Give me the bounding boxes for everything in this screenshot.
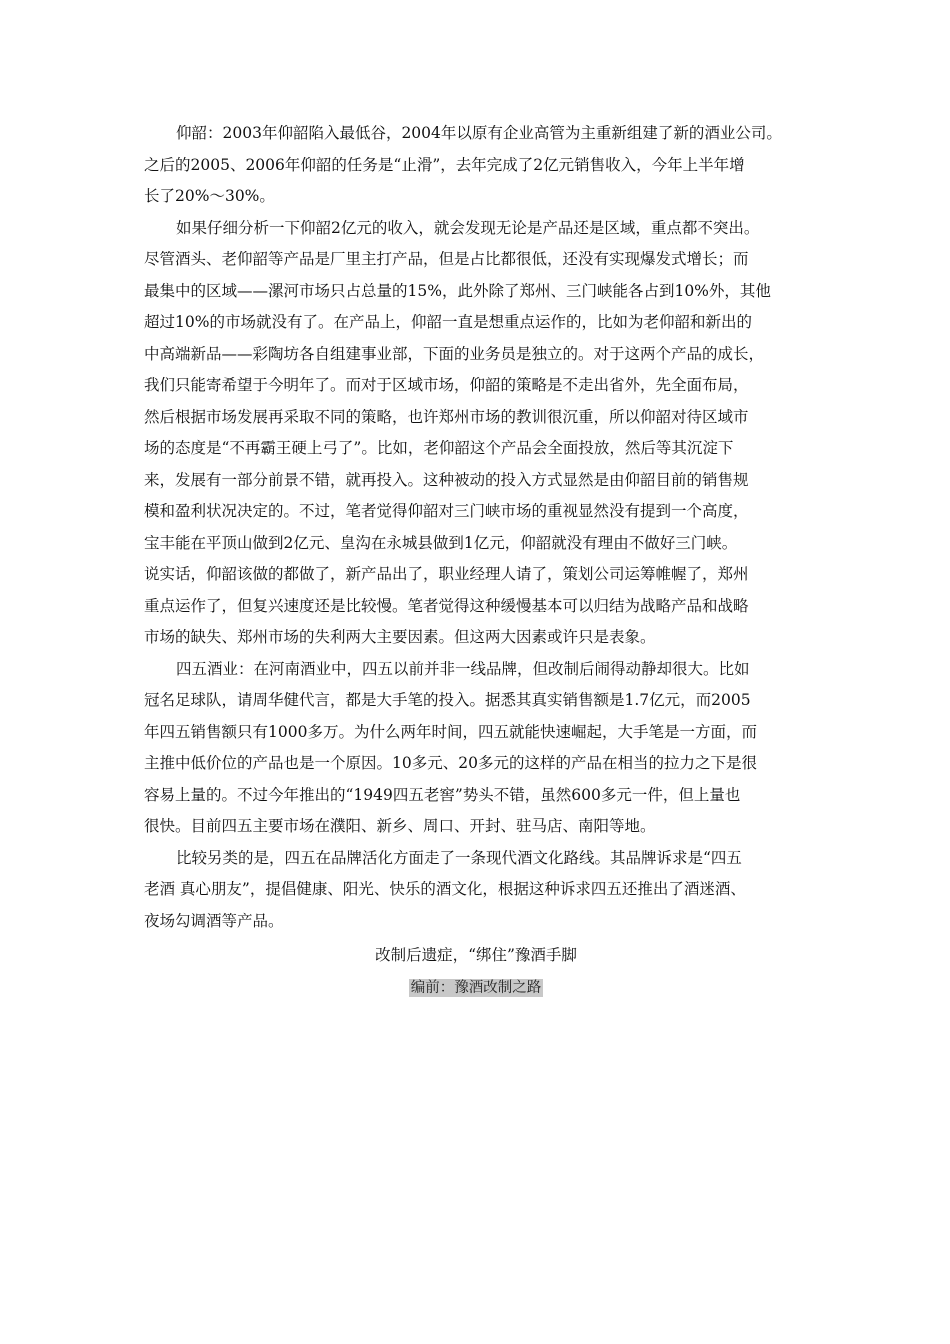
text-line: 市场的缺失、郑州市场的失利两大主要因素。但这两大因素或许只是表象。 bbox=[144, 628, 656, 646]
text-line: 老酒 真心朋友”，提倡健康、阳光、快乐的酒文化，根据这种诉求四五还推出了酒迷酒、 bbox=[144, 880, 746, 898]
text-line: 很快。目前四五主要市场在濮阳、新乡、周口、开封、驻马店、南阳等地。 bbox=[144, 817, 656, 835]
editor-note: 编前：豫酒改制之路 bbox=[410, 979, 542, 996]
text-line: 模和盈利状况决定的。不过，笔者觉得仰韶对三门峡市场的重视显然没有提到一个高度， bbox=[144, 502, 749, 520]
text-line: 中高端新品——彩陶坊各自组建事业部，下面的业务员是独立的。对于这两个产品的成长， bbox=[144, 344, 765, 363]
text-line: 冠名足球队，请周华健代言，都是大手笔的投入。据悉其真实销售额是1.7亿元，而2005 bbox=[144, 691, 751, 709]
text-line: 尽管酒头、老仰韶等产品是厂里主打产品，但是占比都很低，还没有实现爆发式增长；而 bbox=[144, 250, 749, 268]
text-line: 场的态度是“不再霸王硬上弓了”。比如，老仰韶这个产品会全面投放，然后等其沉淀下 bbox=[144, 439, 734, 457]
text-line: 长了20%～30%。 bbox=[144, 187, 275, 205]
text-line: 说实话，仰韶该做的都做了，新产品出了，职业经理人请了，策划公司运筹帷幄了，郑州 bbox=[144, 565, 749, 583]
text-line: 之后的2005、2006年仰韶的任务是“止滑”，去年完成了2亿元销售收入，今年上半年增 bbox=[144, 155, 745, 174]
text-line: 宝丰能在平顶山做到2亿元、皇沟在永城县做到1亿元，仰韶就没有理由不做好三门峡。 bbox=[144, 533, 738, 552]
article-body bbox=[144, 118, 808, 1003]
text-line: 我们只能寄希望于今明年了。而对于区域市场，仰韶的策略是不走出省外，先全面布局， bbox=[144, 376, 749, 394]
text-line: 四五酒业：在河南酒业中，四五以前并非一线品牌，但改制后闹得动静却很大。比如 bbox=[176, 659, 750, 678]
text-line: 重点运作了，但复兴速度还是比较慢。笔者觉得这种缓慢基本可以归结为战略产品和战略 bbox=[144, 596, 749, 615]
editor-note-container bbox=[144, 972, 808, 1003]
text-line: 如果仔细分析一下仰韶2亿元的收入，就会发现无论是产品还是区域，重点都不突出。 bbox=[176, 218, 760, 237]
text-line: 夜场勾调酒等产品。 bbox=[144, 911, 284, 930]
paragraph-siwu-intro bbox=[144, 654, 808, 843]
text-line: 来，发展有一部分前景不错，就再投入。这种被动的投入方式显然是由仰韶目前的销售规 bbox=[144, 470, 749, 489]
paragraph-yangshao-intro bbox=[144, 118, 808, 213]
section-heading: 改制后遗症，“绑住”豫酒手脚 bbox=[375, 946, 577, 964]
text-line: 主推中低价位的产品也是一个原因。10多元、20多元的这样的产品在相当的拉力之下是很 bbox=[144, 754, 757, 772]
text-line: 最集中的区域——漯河市场只占总量的15%，此外除了郑州、三门峡能各占到10%外，其他 bbox=[144, 281, 771, 300]
text-line: 超过10%的市场就没有了。在产品上，仰韶一直是想重点运作的，比如为老仰韶和新出的 bbox=[144, 313, 752, 331]
text-line: 年四五销售额只有1000多万。为什么两年时间，四五就能快速崛起，大手笔是一方面，而 bbox=[144, 722, 757, 741]
text-line: 仰韶：2003年仰韶陷入最低谷，2004年以原有企业高管为主重新组建了新的酒业公司。 bbox=[176, 124, 782, 142]
text-line: 比较另类的是，四五在品牌活化方面走了一条现代酒文化路线。其品牌诉求是“四五 bbox=[176, 848, 742, 867]
text-line: 容易上量的。不过今年推出的“1949四五老窖”势头不错，虽然600多元一件，但上量也 bbox=[144, 785, 741, 804]
paragraph-yangshao-analysis bbox=[144, 213, 808, 654]
text-line: 然后根据市场发展再采取不同的策略，也许郑州市场的教训很沉重，所以仰韶对待区域市 bbox=[144, 407, 749, 426]
paragraph-siwu-brand bbox=[144, 843, 808, 938]
